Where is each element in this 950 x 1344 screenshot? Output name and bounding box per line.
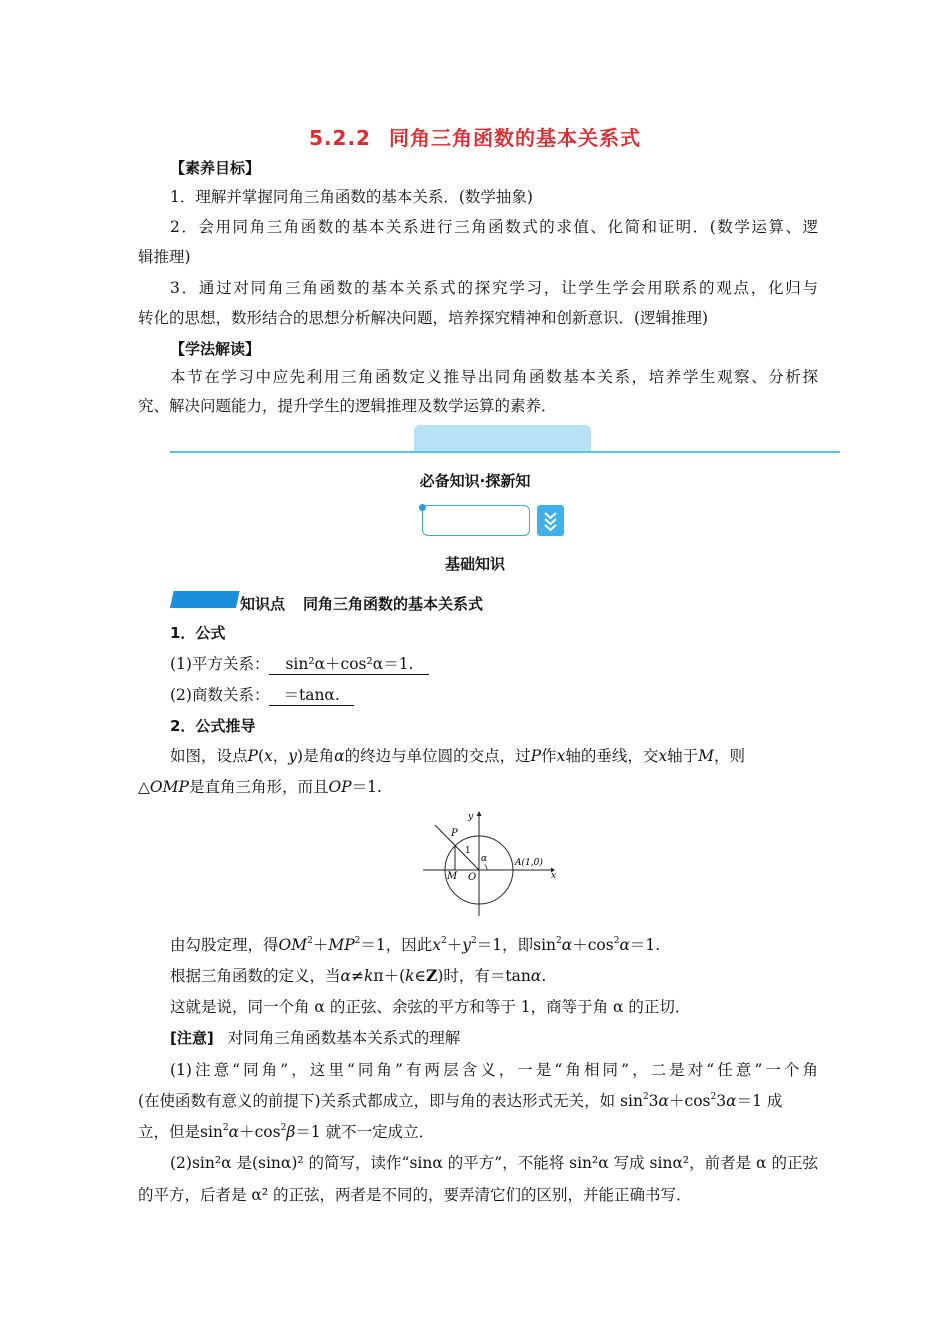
text-span: OMP — [149, 778, 189, 796]
note-p2-line-1: (2)sin²α 是(sinα)² 的简写，读作“sinα 的平方”，不能将 sin²α 写成 sinα²，前者是 α 的正弦 — [170, 1154, 818, 1172]
knowledge-point-bar — [170, 591, 240, 608]
text-span: ＝1 成 — [736, 1092, 783, 1110]
text-span: ＝1，因此 — [360, 936, 433, 954]
text-span: 是直角三角形，而且 — [188, 778, 329, 796]
double-chevron-down-icon — [537, 505, 564, 536]
text-span: 轴的垂线，交 — [565, 747, 659, 765]
figure-label-y: y — [468, 812, 474, 822]
knowledge-point-label: 知识点 — [240, 595, 286, 613]
goals-heading: 【素养目标】 — [170, 159, 261, 177]
square-relation-label: (1)平方关系： — [170, 655, 270, 673]
text-span: ＝tan — [489, 967, 531, 985]
derivation-paragraph-1: 如图，设点P(x，y)是角α的终边与单位圆的交点，过P作x轴的垂线，交x轴于M，则 — [170, 747, 745, 765]
goal-item-1: 1．理解并掌握同角三角函数的基本关系．(数学抽象) — [170, 188, 533, 206]
quotient-relation-label: (2)商数关系： — [170, 686, 270, 704]
pill-dot-icon — [419, 504, 426, 511]
figure-label-o: O — [468, 872, 477, 883]
text-span: ＝1. — [629, 936, 661, 954]
note-tag: [注意] — [170, 1029, 214, 1047]
square-relation — [170, 653, 818, 675]
text-span: 立，但是 — [138, 1123, 201, 1141]
text-span: ，则 — [713, 747, 745, 765]
note-heading — [170, 1027, 818, 1049]
goal-item-2-line-1: 2．会用同角三角函数的基本关系进行三角函数式的求值、化简和证明．(数学运算、逻 — [170, 218, 818, 236]
page-title — [0, 122, 950, 151]
pythagoras-line: 由勾股定理，得$OM^2+MP^2=1$，因此$x^2+y^2=1$，即$\sin^2\alpha+\cos^2\alpha=1$. — [170, 936, 661, 954]
text-span: 作 — [541, 747, 557, 765]
figure-label-x: x — [551, 871, 557, 881]
note-p1-line-1: (1)注意“同角”，这里“同角”有两层含义，一是“角相同”，二是对“任意”一个角 — [170, 1061, 818, 1079]
conclusion-line: 这就是说，同一个角 α 的正弦、余弦的平方和等于 1，商等于角 α 的正切． — [170, 998, 691, 1016]
knowledge-point-title: 同角三角函数的基本关系式 — [303, 595, 484, 613]
derivation-heading: 2．公式推导 — [170, 717, 256, 735]
unit-circle-figure — [417, 808, 557, 920]
square-relation-value: sin²α＋cos²α＝1. — [269, 654, 429, 675]
quotient-relation — [170, 684, 818, 706]
section-title-text: 同角三角函数的基本关系式 — [388, 126, 641, 150]
formula-heading: 1．公式 — [170, 624, 226, 642]
text-span: OP — [328, 778, 352, 796]
figure-label-one: 1 — [465, 846, 471, 856]
text-span: 的终边与单位圆的交点，过 — [344, 747, 531, 765]
note-title: 对同角三角函数基本关系式的理解 — [227, 1029, 461, 1047]
text-span: (在使函数有意义的前提下)关系式都成立，即与角的表达形式无关，如 — [138, 1092, 621, 1110]
text-span: 轴于 — [667, 747, 699, 765]
derivation-paragraph-2 — [138, 776, 818, 798]
section-banner-line — [170, 451, 840, 453]
quotient-relation-value: ＝tanα. — [269, 685, 353, 706]
section-title: 必备知识·探新知 — [419, 472, 531, 490]
subsection-pill — [422, 505, 530, 536]
section-banner-tab — [414, 425, 591, 452]
text-span: ＝1，即 — [476, 936, 534, 954]
note-p1-line-3: 立，但是$\sin^2\alpha+\cos^2\beta=1$ 就不一定成立． — [138, 1123, 435, 1141]
figure-label-a: A(1,0) — [515, 858, 543, 868]
text-span: 根据三角函数的定义，当 — [170, 967, 341, 985]
text-span: )时，有 — [437, 967, 490, 985]
subsection-title: 基础知识 — [444, 555, 505, 573]
text-span: 由勾股定理，得 — [170, 936, 279, 954]
figure-label-p: P — [451, 828, 458, 839]
section-number: 5.2.2 — [309, 126, 371, 150]
goal-item-3-line-1: 3．通过对同角三角函数的基本关系式的探究学习，让学生学会用联系的观点，化归与 — [170, 279, 818, 297]
goal-item-2-line-2: 辑推理) — [138, 248, 191, 266]
method-line-2: 究、解决问题能力，提升学生的逻辑推理及数学运算的素养． — [138, 397, 557, 415]
text-span: 是角 — [303, 747, 335, 765]
note-p1-line-2: (在使函数有意义的前提下)关系式都成立，即与角的表达形式无关，如 $\sin^23\alpha+\cos^23\alpha=1$ 成 — [138, 1092, 783, 1110]
note-p2-line-2: 的平方，后者是 α² 的正弦，两者是不同的，要弄清它们的区别，并能正确书写． — [138, 1186, 692, 1204]
text-span: ＝1 就不一定成立． — [295, 1123, 435, 1141]
figure-label-m: M — [447, 871, 458, 882]
goal-item-3-line-2: 转化的思想，数形结合的思想分析解决问题，培养探究精神和创新意识．(逻辑推理) — [138, 309, 709, 327]
text-span: ＝1. — [351, 778, 382, 796]
text-span: △ — [138, 778, 150, 796]
figure-label-alpha: α — [481, 854, 488, 864]
text-span: 如图，设点 — [170, 747, 248, 765]
definition-line: 根据三角函数的定义，当α≠kπ＋(k∈Z)时，有＝tanα. — [170, 966, 547, 985]
knowledge-point-heading — [240, 593, 920, 615]
method-line-1: 本节在学习中应先利用三角函数定义推导出同角函数基本关系，培养学生观察、分析探 — [170, 368, 818, 386]
method-heading: 【学法解读】 — [170, 340, 261, 358]
